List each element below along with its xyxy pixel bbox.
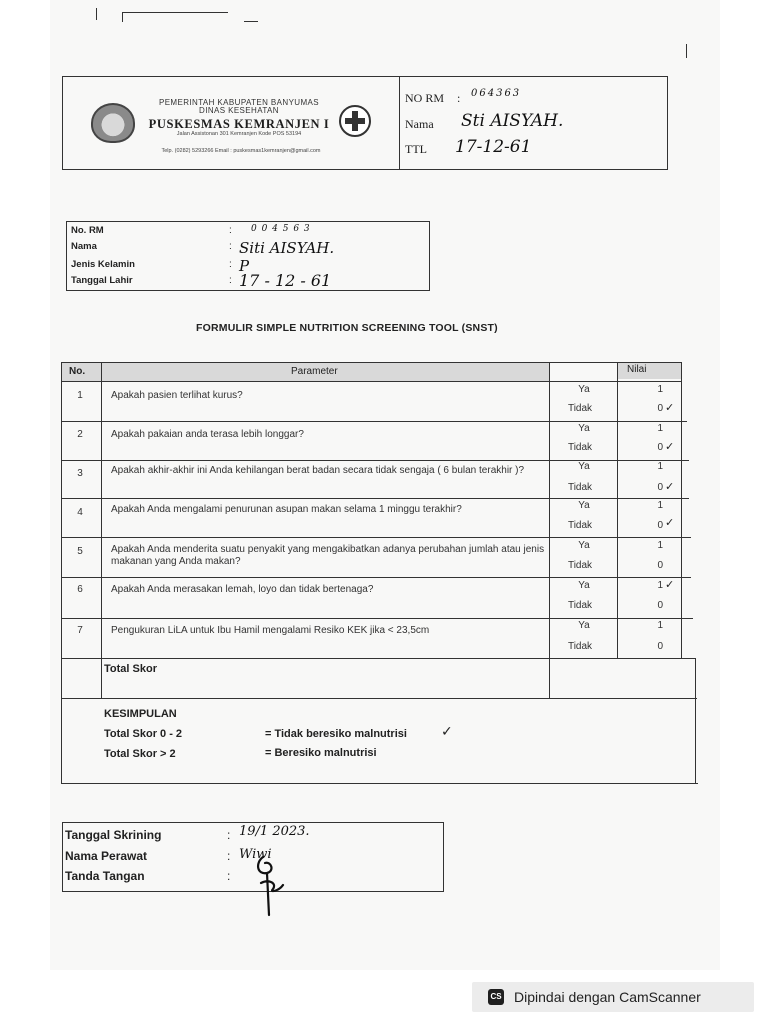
table-rule <box>61 698 697 699</box>
header-box <box>62 76 668 170</box>
nama-perawat-label: Nama Perawat <box>65 849 148 863</box>
table-rule <box>61 362 62 784</box>
row-question: Apakah pakaian anda terasa lebih longgar? <box>111 429 304 440</box>
screening-colon: : <box>227 869 231 883</box>
row-number: 1 <box>77 390 83 401</box>
table-rule <box>61 537 691 538</box>
org-line-government: PEMERINTAH KABUPATEN BANYUMAS <box>158 98 320 107</box>
patient-nama-value: Siti AISYAH. <box>239 239 335 257</box>
rule-low-result: = Tidak beresiko malnutrisi <box>265 728 407 740</box>
puskesmas-cross-logo <box>339 105 371 137</box>
row-number: 3 <box>77 468 83 479</box>
row-ya-score: 1 <box>657 500 663 511</box>
row-tidak-label: Tidak <box>567 520 593 531</box>
row-ya-label: Ya <box>578 461 590 472</box>
patient-nama-label: Nama <box>71 241 97 252</box>
row-question: Apakah pasien terlihat kurus? <box>111 390 243 401</box>
row-ya-score: 1 <box>657 423 663 434</box>
row-ya-label: Ya <box>578 540 590 551</box>
patient-tanggal-lahir-label: Tanggal Lahir <box>71 275 133 286</box>
row-question: Apakah Anda merasakan lemah, loyo dan tidak bertenaga? <box>111 584 374 595</box>
row-tidak-label: Tidak <box>567 600 593 611</box>
row-ya-score: 1 <box>657 461 663 472</box>
camscanner-badge <box>472 982 754 1012</box>
patient-colon: : <box>229 241 232 252</box>
row-tidak-score: 0 <box>657 403 663 414</box>
scan-mark <box>96 8 97 20</box>
header-no-rm-label: NO RM <box>405 91 445 105</box>
row-ya-score: 1 <box>657 580 663 591</box>
table-rule <box>61 658 695 659</box>
camscanner-logo-icon: CS <box>488 989 504 1005</box>
header-nama-value: Sti AISYAH. <box>461 111 564 131</box>
table-rule <box>681 362 682 658</box>
patient-tanggal-lahir-value: 17 - 12 - 61 <box>239 271 332 290</box>
rule-low-label: Total Skor 0 - 2 <box>104 728 183 740</box>
column-header-no: No. <box>69 366 86 377</box>
scan-mark <box>122 12 228 13</box>
handwritten-signature <box>249 853 289 917</box>
row-tidak-score: 0 <box>657 442 663 453</box>
organization-heading <box>119 98 359 154</box>
camscanner-text: Dipindai dengan CamScanner <box>514 989 701 1005</box>
screening-box <box>62 822 444 892</box>
table-rule <box>61 783 698 784</box>
tanda-tangan-label: Tanda Tangan <box>65 869 145 883</box>
tanggal-skrining-value: 19/1 2023. <box>239 824 310 839</box>
conclusion-check-mark: ✓ <box>441 724 453 740</box>
screening-colon: : <box>227 828 231 842</box>
org-line-department: DINAS KESEHATAN <box>199 106 279 116</box>
scan-mark <box>244 21 258 22</box>
row-question: Apakah akhir-akhir ini Anda kehilangan berat badan secara tidak sengaja ( 6 bulan terakhir )? <box>111 465 525 476</box>
org-name: PUSKESMAS KEMRANJEN I <box>148 116 330 131</box>
total-skor-label: Total Skor <box>104 663 157 675</box>
patient-colon: : <box>229 225 232 236</box>
row-ya-score: 1 <box>657 540 663 551</box>
row-number: 4 <box>77 507 83 518</box>
rule-high-result: = Beresiko malnutrisi <box>265 747 377 759</box>
patient-jenis-kelamin-label: Jenis Kelamin <box>71 259 135 270</box>
table-rule <box>61 498 689 499</box>
row-question: Pengukuran LiLA untuk Ibu Hamil mengalami Resiko KEK jika < 23,5cm <box>111 625 430 636</box>
org-address: Jalan Assistonan 301 Kemranjen Kode POS 53194 <box>176 130 302 137</box>
check-mark: ✓ <box>665 516 675 529</box>
row-number: 6 <box>77 584 83 595</box>
column-header-nilai: Nilai <box>627 364 647 375</box>
header-nama-label: Nama <box>405 117 434 131</box>
tanggal-skrining-label: Tanggal Skrining <box>65 828 162 842</box>
table-rule <box>61 381 681 382</box>
check-mark: ✓ <box>665 578 675 591</box>
header-no-rm-value: 064363 <box>471 88 522 99</box>
table-rule <box>695 658 696 784</box>
row-number: 2 <box>77 429 83 440</box>
patient-info-box <box>66 221 430 291</box>
scan-mark <box>686 44 687 58</box>
header-divider <box>399 77 400 169</box>
header-colon: : <box>457 91 461 105</box>
row-tidak-score: 0 <box>657 600 663 611</box>
row-ya-label: Ya <box>578 384 590 395</box>
row-tidak-score: 0 <box>657 520 663 531</box>
row-tidak-label: Tidak <box>567 442 593 453</box>
table-rule <box>61 577 691 578</box>
screening-colon: : <box>227 849 231 863</box>
row-ya-label: Ya <box>578 423 590 434</box>
row-tidak-score: 0 <box>657 482 663 493</box>
patient-colon: : <box>229 275 232 286</box>
scan-mark <box>122 12 123 22</box>
row-number: 5 <box>77 546 83 557</box>
row-tidak-score: 0 <box>657 641 663 652</box>
check-mark: ✓ <box>665 440 675 453</box>
row-question: Apakah Anda mengalami penurunan asupan makan selama 1 minggu terakhir? <box>111 504 462 515</box>
row-tidak-label: Tidak <box>567 560 593 571</box>
row-ya-label: Ya <box>578 580 590 591</box>
kesimpulan-label: KESIMPULAN <box>104 708 177 720</box>
row-tidak-label: Tidak <box>567 641 593 652</box>
org-contact: Telp. (0282) 5293266 Email : puskesmas1kemranjen@gmail.com <box>161 148 321 154</box>
header-ttl-label: TTL <box>405 142 427 156</box>
header-ttl-value: 17-12-61 <box>455 137 532 157</box>
form-title: FORMULIR SIMPLE NUTRITION SCREENING TOOL (SNST) <box>196 322 498 334</box>
table-rule <box>61 618 693 619</box>
snst-table <box>61 362 698 784</box>
patient-colon: : <box>229 259 232 270</box>
patient-no-rm-value: 0 0 4 5 6 3 <box>251 224 311 234</box>
check-mark: ✓ <box>665 401 675 414</box>
row-question: Apakah Anda menderita suatu penyakit yang mengakibatkan adanya perubahan jumlah atau jenis makanan yang Anda makan? <box>111 544 545 567</box>
table-rule <box>61 421 687 422</box>
patient-no-rm-label: No. RM <box>71 225 104 236</box>
row-number: 7 <box>77 625 83 636</box>
row-ya-label: Ya <box>578 620 590 631</box>
column-header-parameter: Parameter <box>291 366 338 377</box>
row-tidak-label: Tidak <box>567 482 593 493</box>
nama-perawat-value: Wiwi <box>239 847 272 862</box>
row-tidak-score: 0 <box>657 560 663 571</box>
patient-jenis-kelamin-value: P <box>239 257 250 275</box>
row-ya-score: 1 <box>657 384 663 395</box>
rule-high-label: Total Skor > 2 <box>104 748 176 760</box>
table-rule <box>61 362 681 363</box>
row-tidak-label: Tidak <box>567 403 593 414</box>
row-ya-label: Ya <box>578 500 590 511</box>
check-mark: ✓ <box>665 480 675 493</box>
row-ya-score: 1 <box>657 620 663 631</box>
table-rule <box>101 362 102 698</box>
